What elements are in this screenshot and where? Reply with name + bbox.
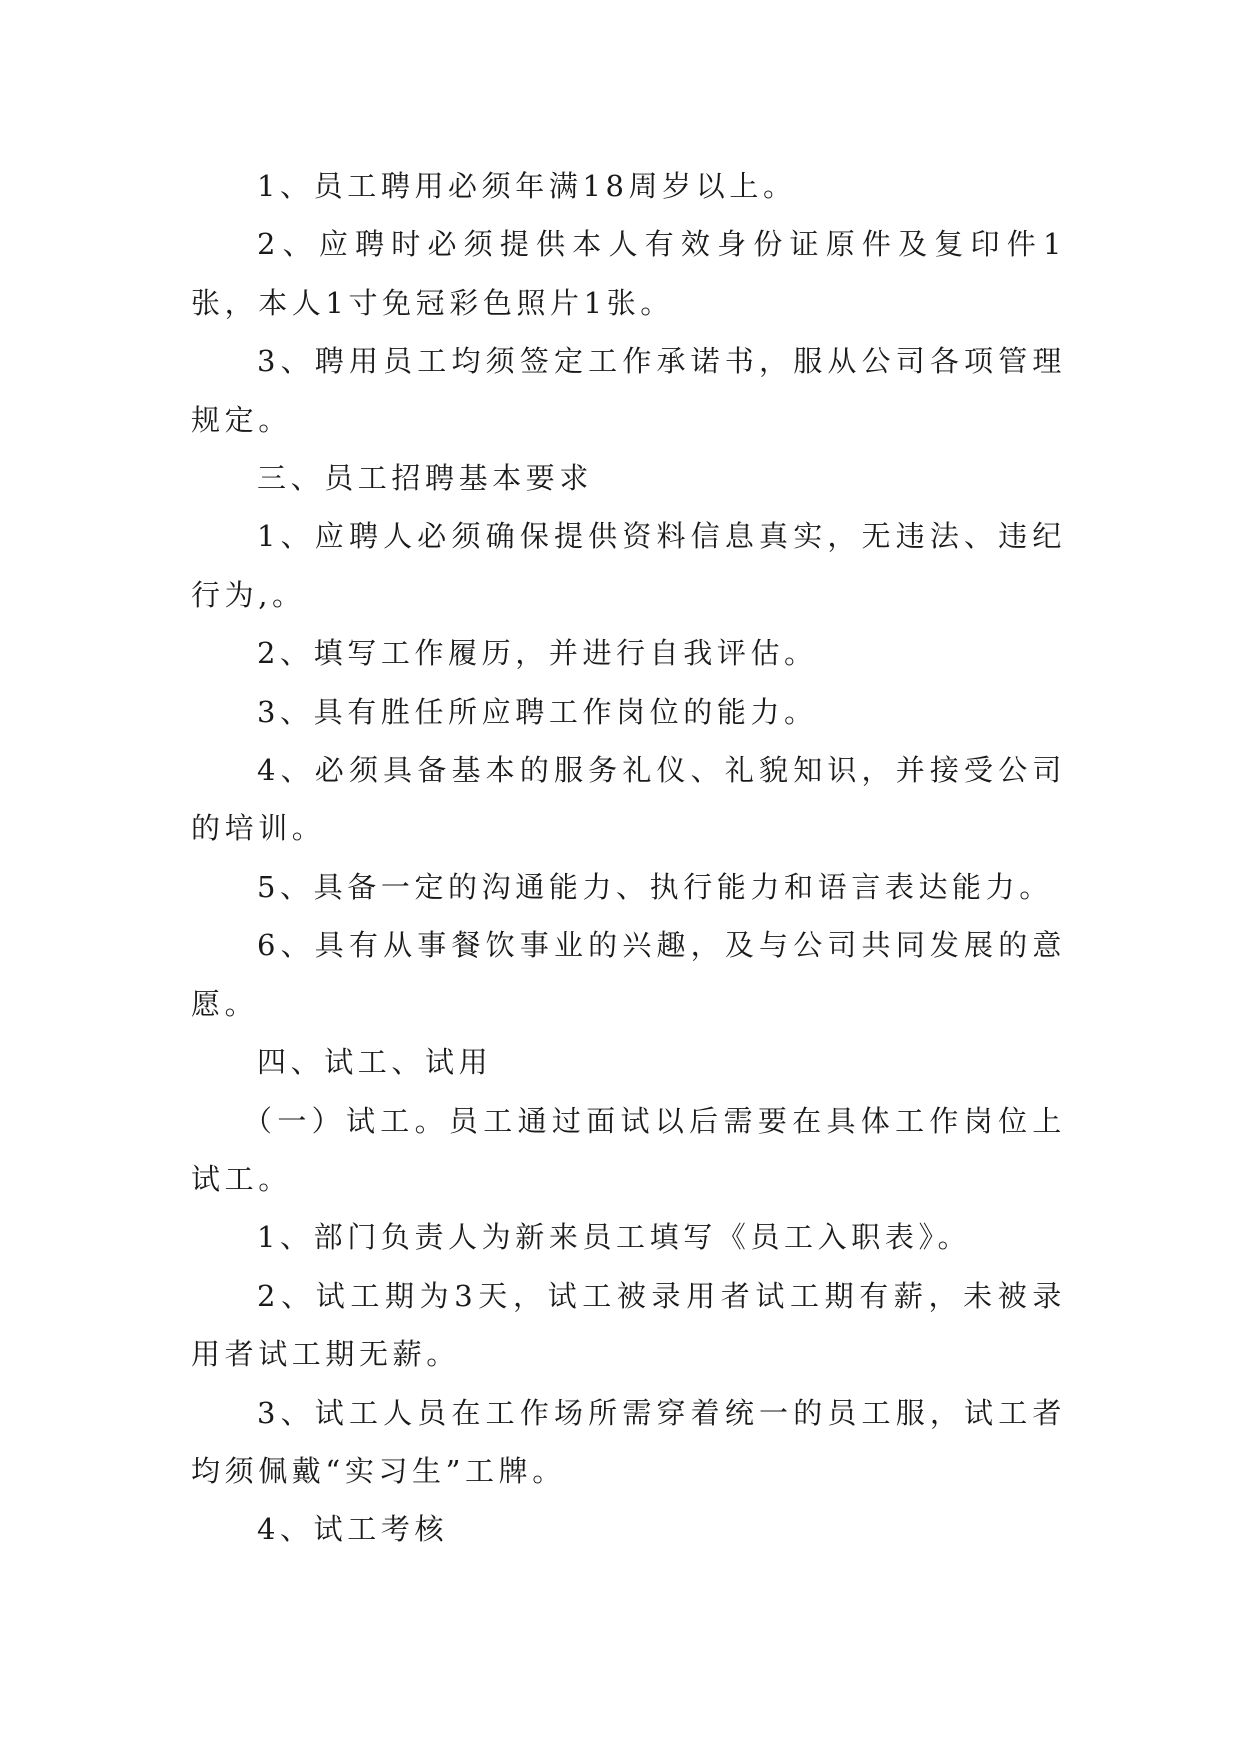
subsection-trial-work: （一）试工。员工通过面试以后需要在具体工作岗位上试工。 [191, 1103, 1066, 1196]
paragraph-work-pledge: 3、聘用员工均须签定工作承诺书，服从公司各项管理规定。 [191, 344, 1066, 437]
paragraph-catering-interest: 6、具有从事餐饮事业的兴趣，及与公司共同发展的意愿。 [191, 928, 1066, 1021]
paragraph-truthful-information: 1、应聘人必须确保提供资料信息真实，无违法、违纪行为,。 [191, 519, 1066, 612]
paragraph-age-requirement: 1、员工聘用必须年满18周岁以上。 [257, 169, 797, 203]
paragraph-uniform-badge: 3、试工人员在工作场所需穿着统一的员工服，试工者均须佩戴“实习生”工牌。 [191, 1395, 1066, 1488]
document-body [191, 157, 1066, 1559]
paragraph-trial-period: 2、试工期为3天，试工被录用者试工期有薪，未被录用者试工期无薪。 [191, 1278, 1066, 1372]
paragraph-communication-skills: 5、具备一定的沟通能力、执行能力和语言表达能力。 [257, 869, 1053, 904]
paragraph-job-competence: 3、具有胜任所应聘工作岗位的能力。 [257, 694, 818, 729]
section-heading-recruitment-requirements: 三、员工招聘基本要求 [257, 461, 594, 496]
section-heading-trial-work: 四、试工、试用 [257, 1045, 493, 1080]
paragraph-id-documents: 2、应聘时必须提供本人有效身份证原件及复印件1张，本人1寸免冠彩色照片1张。 [191, 227, 1066, 320]
paragraph-trial-assessment: 4、试工考核 [257, 1512, 449, 1547]
paragraph-onboarding-form: 1、部门负责人为新来员工填写《员工入职表》。 [257, 1220, 972, 1255]
paragraph-work-history: 2、填写工作履历，并进行自我评估。 [257, 636, 818, 671]
paragraph-service-etiquette: 4、必须具备基本的服务礼仪、礼貌知识，并接受公司的培训。 [191, 753, 1066, 846]
